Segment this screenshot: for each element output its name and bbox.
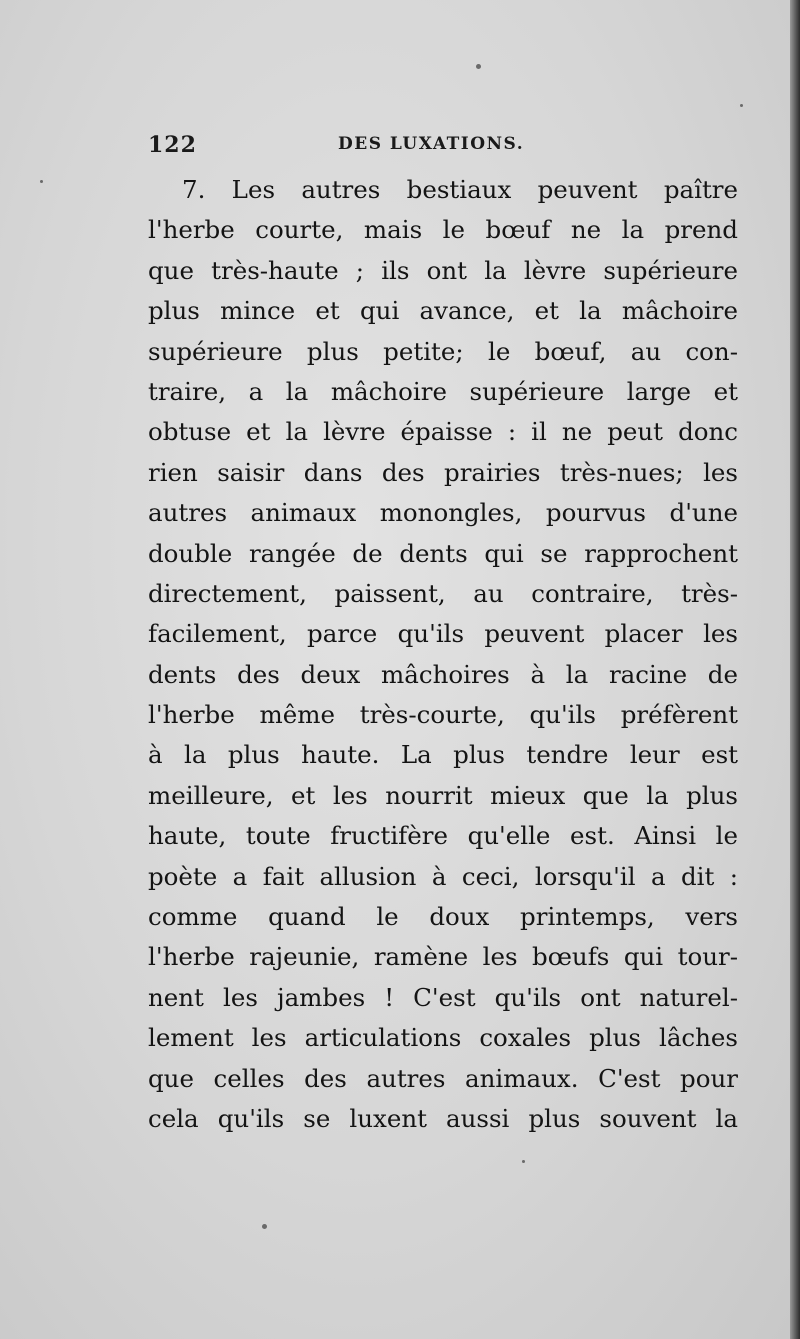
text-line: supérieure plus petite; le bœuf, au con- <box>148 336 738 366</box>
body-text <box>148 170 738 1139</box>
text-line: directement, paissent, au contraire, très- <box>148 578 738 608</box>
text-line: comme quand le doux printemps, vers <box>148 902 738 932</box>
text-line: l'herbe même très-courte, qu'ils préfèrent <box>148 700 738 730</box>
text-line: l'herbe rajeunie, ramène les bœufs qui tour- <box>148 942 738 972</box>
text-line: rien saisir dans des prairies très-nues; les <box>148 457 738 487</box>
text-line: dents des deux mâchoires à la racine de <box>148 659 738 689</box>
text-line: traire, a la mâchoire supérieure large et <box>148 376 738 406</box>
text-line: facilement, parce qu'ils peuvent placer les <box>148 619 738 649</box>
text-line: autres animaux monongles, pourvus d'une <box>148 498 738 528</box>
text-line: double rangée de dents qui se rapprochent <box>148 538 738 568</box>
page-number: 122 <box>148 132 197 158</box>
text-line: haute, toute fructifère qu'elle est. Ainsi le <box>148 821 738 851</box>
text-line: l'herbe courte, mais le bœuf ne la prend <box>148 215 738 245</box>
paper-speck <box>40 180 43 183</box>
running-head <box>148 128 738 162</box>
paper-speck <box>522 1160 525 1163</box>
text-line: plus mince et qui avance, et la mâchoire <box>148 296 738 326</box>
page-edge-shadow <box>790 0 800 1339</box>
text-line: que celles des autres animaux. C'est pour <box>148 1063 738 1093</box>
text-line: à la plus haute. La plus tendre leur est <box>148 740 738 770</box>
running-title: DES LUXATIONS. <box>338 134 525 154</box>
text-line: meilleure, et les nourrit mieux que la plus <box>148 780 738 810</box>
text-line: nent les jambes ! C'est qu'ils ont naturel- <box>148 982 738 1012</box>
text-line: cela qu'ils se luxent aussi plus souvent la <box>148 1103 738 1133</box>
paper-speck <box>740 104 743 107</box>
paper-speck <box>262 1224 267 1229</box>
text-line: 7. Les autres bestiaux peuvent paître <box>182 175 738 204</box>
text-line: obtuse et la lèvre épaisse : il ne peut donc <box>148 417 738 447</box>
text-line: que très-haute ; ils ont la lèvre supérieure <box>148 255 738 285</box>
text-line: lement les articulations coxales plus lâches <box>148 1023 738 1053</box>
text-line: poète a fait allusion à ceci, lorsqu'il a dit : <box>148 861 738 891</box>
paper-speck <box>476 64 481 69</box>
